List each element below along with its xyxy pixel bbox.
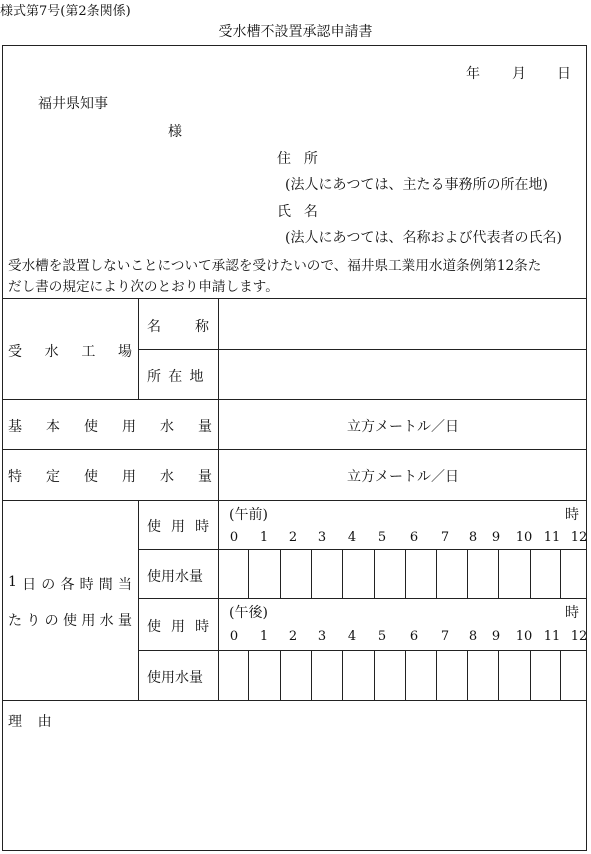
factory-location-field[interactable] xyxy=(219,351,586,398)
date-year[interactable]: 年 xyxy=(466,66,480,82)
pm-usage-time-label: 使 用 時 xyxy=(147,619,212,635)
honorific: 様 xyxy=(168,124,182,140)
name-label: 氏 名 xyxy=(277,204,323,220)
factory-label: 受 水 工 場 xyxy=(8,344,132,360)
form-title: 受水槽不設置承認申請書 xyxy=(218,24,373,40)
pm-amount-cells xyxy=(0,650,591,700)
name-cell-label: 名 称 xyxy=(147,319,209,335)
vrule-factory xyxy=(138,298,139,400)
specific-usage-unit[interactable]: 立方メートル／日 xyxy=(347,469,459,485)
am-label: (午前) xyxy=(229,507,268,523)
address-label: 住 所 xyxy=(277,151,323,167)
reason-field[interactable] xyxy=(4,735,584,847)
rule-hourly-top xyxy=(2,500,587,501)
am-hour-suffix: 時 xyxy=(565,507,579,523)
am-usage-time-label: 使 用 時 xyxy=(147,519,212,535)
rule-specific-top xyxy=(2,449,587,450)
date-day[interactable]: 日 xyxy=(557,66,571,82)
pm-label: (午後) xyxy=(229,605,268,621)
body-text-line2: だし書の規定により次のとおり申請します。 xyxy=(8,279,279,295)
pm-usage-amount-label: 使用水量 xyxy=(147,670,203,686)
am-usage-amount-label: 使用水量 xyxy=(147,569,203,585)
pm-hour-suffix: 時 xyxy=(565,605,579,621)
factory-name-field[interactable] xyxy=(219,300,586,348)
rule-basic-top xyxy=(2,399,587,400)
rule-factory-mid xyxy=(138,349,587,350)
rule-table-top xyxy=(2,298,587,299)
body-text-line1: 受水槽を設置しないことについて承認を受けたいので、福井県工業用水道条例第12条た xyxy=(8,258,542,274)
pm-hour-scale: 0 1 2 3 4 5 6 7 8 9 10 11 12 xyxy=(229,629,588,644)
reason-label: 理 由 xyxy=(8,714,58,730)
name-note: (法人にあつては、名称および代表者の氏名) xyxy=(285,230,562,246)
am-hour-scale: 0 1 2 3 4 5 6 7 8 9 10 11 12 xyxy=(229,530,588,545)
form-number: 様式第7号(第2条関係) xyxy=(0,4,131,19)
rule-reason-top xyxy=(2,700,587,701)
address-note: (法人にあつては、主たる事務所の所在地) xyxy=(285,177,548,193)
specific-usage-label: 特 定 使 用 水 量 xyxy=(8,469,212,485)
date-month[interactable]: 月 xyxy=(512,66,526,82)
location-cell-label: 所 在 地 xyxy=(147,369,205,385)
basic-usage-label: 基 本 使 用 水 量 xyxy=(8,419,212,435)
basic-usage-unit[interactable]: 立方メートル／日 xyxy=(347,419,459,435)
hourly-usage-label-line1: 1 日 の 各 時 間 当 xyxy=(8,574,132,593)
hourly-usage-label-line2: た り の 使 用 水 量 xyxy=(8,613,132,629)
addressee: 福井県知事 xyxy=(38,96,108,112)
